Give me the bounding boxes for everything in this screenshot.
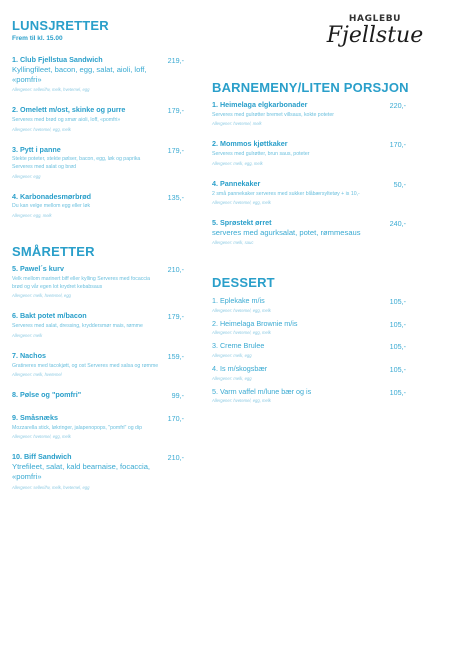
menu-item-allergens: Allergener: hvetemel, egg, melk [212,307,271,313]
menu-item-allergens: Allergener: hvetemel, melk [212,121,262,127]
menu-item [12,312,190,337]
menu-item-title: 8. Pølse og "pomfri" [12,390,82,400]
menu-item [212,297,412,313]
menu-item-description: Kyllingfileet, bacon, egg, salat, aioli, loff, «pomfri» [12,64,147,84]
menu-item-details: Serveres med salat, dressing, kryddersmør mais, rømme [12,323,143,330]
menu-item-description: Ytrefileet, salat, kald bearnaise, focaccia, «pomfri» [12,462,151,482]
menu-item-title: 1. Heimelaga elgkarbonader [212,100,308,109]
menu-item-price: 105,- [389,319,406,329]
menu-item-price: 179,- [167,312,184,322]
menu-item-price: 50,- [393,179,406,189]
menu-item-details: Serveres med gulrøtter bremet villsaus, kokte poteter [212,111,334,118]
menu-item-title: 5. Sprøstekt ørret [212,218,272,228]
section-subtitle: Frem til kl. 15.00 [12,35,63,42]
menu-item-allergens: Allergener: melk, hvetemel [12,372,62,378]
menu-item [212,342,412,358]
menu-item-price: 179,- [167,145,184,155]
menu-item-details: Du kan velge mellom egg eller løk [12,203,91,210]
menu-item [212,101,412,126]
menu-item [12,265,190,298]
menu-item-title: 2. Omelett m/ost, skinke og purre [12,105,126,115]
menu-item [12,146,190,179]
menu-item-price: 135,- [167,192,184,202]
barnemeny-section [212,80,412,245]
section-title: BARNEMENY/LITEN PORSJON [212,80,409,95]
logo [320,14,430,47]
menu-item-allergens: Allergener: hvetemel, egg, melk [212,398,271,404]
menu-item-price: 210,- [167,265,184,275]
menu-item-price: 105,- [389,387,406,397]
menu-item-details: Serveres med gulrøtter, brun saus, poteter [212,151,310,158]
menu-item-details: Velk mellom marinert biff eller kylling Serveres med focaccia brød og vår egen lot krydret kebabsaus [12,275,150,290]
menu-item [212,365,412,381]
menu-item-price: 99,- [171,391,184,401]
logo-main-text: Fjellstue [326,23,424,48]
menu-item-price: 170,- [389,140,406,150]
dessert-section [212,275,412,403]
menu-item-title: 2. Heimelaga Brownie m/is [212,318,298,328]
menu-item-title: 5. Pawel´s kurv [12,264,64,274]
menu-item-price: 105,- [389,365,406,375]
menu-item [212,320,412,336]
menu-item-allergens: Allergener: melk [12,332,43,338]
menu-item-title: 1. Club Fjellstua Sandwich [12,55,103,64]
menu-item-price: 219,- [167,56,184,65]
menu-item-price: 210,- [167,453,184,463]
logo-top-text: HAGLEBU [348,14,402,24]
menu-item-title: 4. Is m/skogsbær [212,364,268,374]
menu-item [12,414,190,439]
right-column [212,80,412,403]
menu-item-details: Mozzarella stick, løkringer, jalapenopops, "pomfri" og dip [12,424,142,431]
menu-item [212,140,412,165]
menu-item [12,391,190,400]
smaretter-section [12,244,190,489]
menu-item-price: 179,- [167,106,184,116]
menu-item [12,56,190,92]
menu-item-title: 3. Creme Brulee [212,341,265,351]
menu-item [212,388,412,404]
menu-item-allergens: Allergener: egg [12,173,41,179]
menu-item-allergens: Allergener: selleri/hv, melk, hvetemel, egg [12,484,90,490]
menu-item-allergens: Allergener: hvetemel, egg, melk [12,126,71,132]
menu-item [12,193,190,218]
dessert-list [212,297,412,403]
menu-item-description: serveres med agurksalat, potet, rømmesaus [212,227,361,237]
menu-item-details: Serveres med brød og smør aioli, loff, «pomfri» [12,116,121,123]
menu-item-title: 1. Eplekake m/is [212,296,265,306]
section-title: SMÅRETTER [12,244,95,260]
menu-item-allergens: Allergener: melk, egg [212,375,252,381]
smaretter-list [12,265,190,489]
menu-item-allergens: Allergener: egg, melk [12,213,52,219]
menu-item-price: 170,- [167,414,184,423]
section-title: DESSERT [212,275,275,291]
menu-item-title: 3. Pytt i panne [12,144,61,154]
menu-item-allergens: Allergener: hvetemel, egg, melk [212,200,271,206]
menu-item-allergens: Allergener: melk, sauc [212,240,254,246]
menu-item-price: 240,- [389,219,406,229]
lunsj-list [12,56,190,218]
lunsj-section [12,18,190,218]
menu-item-details: 2 små pannekaker serveres med sukker blåbærsyltetøy + is 10,- [212,190,360,197]
menu-item-price: 105,- [389,297,406,307]
menu-item-allergens: Allergener: hvetemel, egg, melk [12,434,71,440]
menu-item [12,352,190,377]
menu-item-price: 220,- [389,101,406,110]
menu-item-allergens: Allergener: selleri/hv, melk, hvetemel, egg [12,87,90,93]
menu-item-title: 10. Biff Sandwich [12,452,72,462]
barnemeny-list [212,101,412,245]
menu-item-title: 5. Varm vaffel m/lune bær og is [212,386,312,396]
menu-item-title: 4. Pannekaker [212,178,261,188]
menu-item [12,453,190,489]
menu-item-title: 4. Karbonadesmørbrød [12,191,92,201]
menu-item-details: Stekte poteter, stekte pølser, bacon, egg, løk og paprika Serveres med salat og brød [12,156,141,171]
menu-item-allergens: Allergener: melk, hvetemel, egg [12,293,71,299]
menu-item-allergens: Allergener: hvetemel, egg, melk [212,330,271,336]
menu-item-title: 7. Nachos [12,350,46,360]
left-column [12,18,190,490]
menu-item-allergens: Allergener: melk, egg, melk [212,160,263,166]
menu-item-title: 2. Mommos kjøttkaker [212,139,288,149]
menu-item-price: 105,- [389,342,406,352]
menu-item-price: 159,- [167,351,184,361]
menu-item [212,219,412,245]
menu-item-details: Gratineres med tacokjøtt, og ost Serveres med salsa og rømme [12,362,159,369]
menu-item-title: 9. Småsnæks [12,413,58,422]
menu-item [212,180,412,205]
section-title: LUNSJRETTER [12,18,109,33]
menu-item [12,106,190,131]
menu-item-title: 6. Bakt potet m/bacon [12,311,87,321]
menu-item-allergens: Allergener: melk, egg [212,353,252,359]
